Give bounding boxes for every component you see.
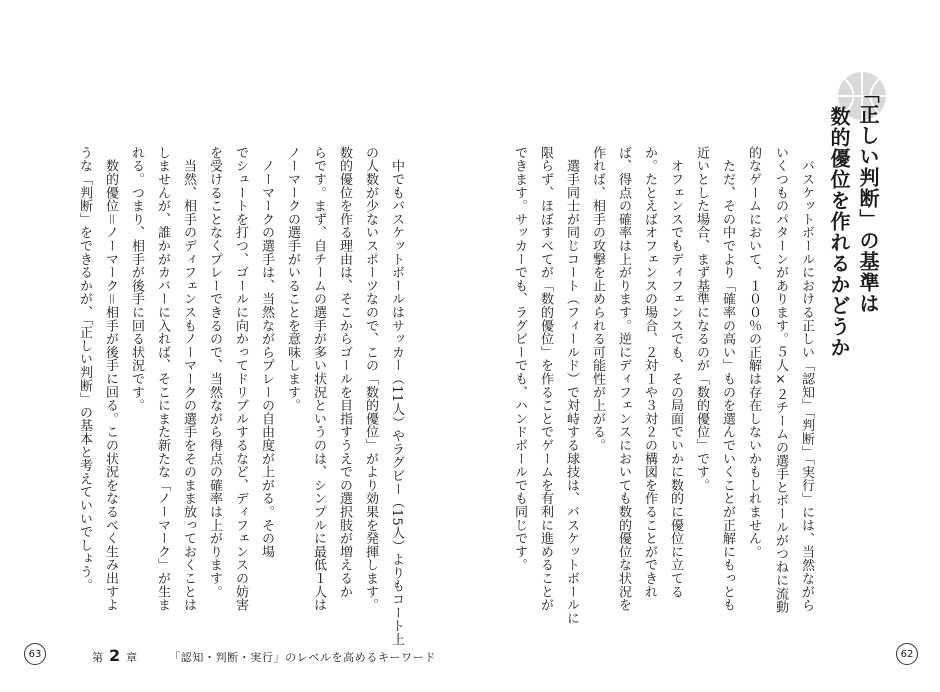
right-text-line: オフェンスでもディフェンスでも、その局面でいかに数的に優位に立てる (668, 146, 683, 599)
chapter-title: 「認知・判断・実行」のレベルを高めるキーワード (169, 651, 436, 664)
heading-line-2: 数的優位を作れるかどうか (827, 106, 851, 358)
heading-line-1: 「正しい判断」の基準は (856, 83, 880, 314)
page-number-left: 63 (24, 643, 46, 665)
running-footer (92, 646, 436, 665)
left-text-line: を受けることなくプレーできるので、当然ながら得点の確率は上がります。 (207, 146, 222, 599)
chapter-suffix: 章 (126, 651, 138, 664)
right-text-line: 近いとした場合、まず基準になるのが「数的優位」です。 (694, 146, 709, 492)
right-text-line: 的なゲームにおいて、１００％の正解は存在しないかもしれません。 (746, 146, 761, 559)
right-text-line: いくつものパターンがあります。５人×２チームの選手とボールがつねに流動 (773, 146, 788, 614)
left-text-line: うな「判断」をできるかが、「正しい判断」の基本と考えていいでしょう。 (77, 146, 92, 592)
right-text-line: ただ、その中でより「確率の高い」ものを選んでいくことが正解にもっとも (720, 146, 735, 612)
right-text-line: ば、得点の確率は上がります。逆にディフェンスにおいても数的優位な状況を (616, 146, 631, 612)
left-text-line: しませんが、誰かがカバーに入れば、そこにまた新たな「ノーマーク」が生ま (155, 146, 170, 612)
right-text-line: バスケットボールにおける正しい「認知」「判断」「実行」には、当然ながら (799, 146, 814, 612)
left-text-line: の人数が少ないスポーツなので、この「数的優位」がより効果を発揮します。 (363, 146, 378, 612)
right-text-line: 作れば、相手の攻撃を止められる可能性が上がる。 (590, 146, 605, 452)
left-text-line: ノーマークの選手がいることを意味します。 (285, 146, 300, 412)
chapter-number: 2 (109, 646, 121, 665)
left-text-line: 数的優位を作る理由は、そこからゴールを目指すうえでの選択肢が増えるか (337, 146, 352, 599)
left-text-line: 中でもバスケットボールはサッカー（11人）やラグビー（15人）よりもコート上 (389, 146, 404, 646)
left-text-line: でシュートを打つ、ゴールに向かってドリブルするなど、ディフェンスの妨害 (233, 146, 248, 612)
left-text-line: らです。まず、自チームの選手が多い状況というのは、シンプルに最低１人は (311, 146, 326, 612)
page-number-right: 62 (896, 643, 918, 665)
right-text-line: できます。サッカーでも、ラグビーでも、ハンドボールでも同じです。 (512, 146, 527, 572)
right-text-line: 選手同士が同じコート（フィールド）で対峙する球技は、バスケットボールに (564, 146, 579, 625)
chapter-prefix: 第 (92, 651, 103, 664)
left-text-line: ノーマークの選手は、当然ながらプレーの自由度が上がる。その場 (259, 146, 274, 559)
right-text-line: 限らず、ほぼすべてが「数的優位」を作ることでゲームを有利に進めることが (538, 146, 553, 612)
left-text-line: 当然、相手のディフェンスもノーマークの選手をそのまま放っておくことは (181, 146, 196, 612)
left-text-line: 数的優位＝ノーマーク＝相手が後手に回る。この状況をなるべく生み出すよ (103, 146, 118, 612)
left-text-line: れる。つまり、相手が後手に回る状況です。 (129, 146, 144, 412)
right-text-line: か。たとえばオフェンスの場合、２対１や３対２の構図を作ることができれ (642, 146, 657, 599)
